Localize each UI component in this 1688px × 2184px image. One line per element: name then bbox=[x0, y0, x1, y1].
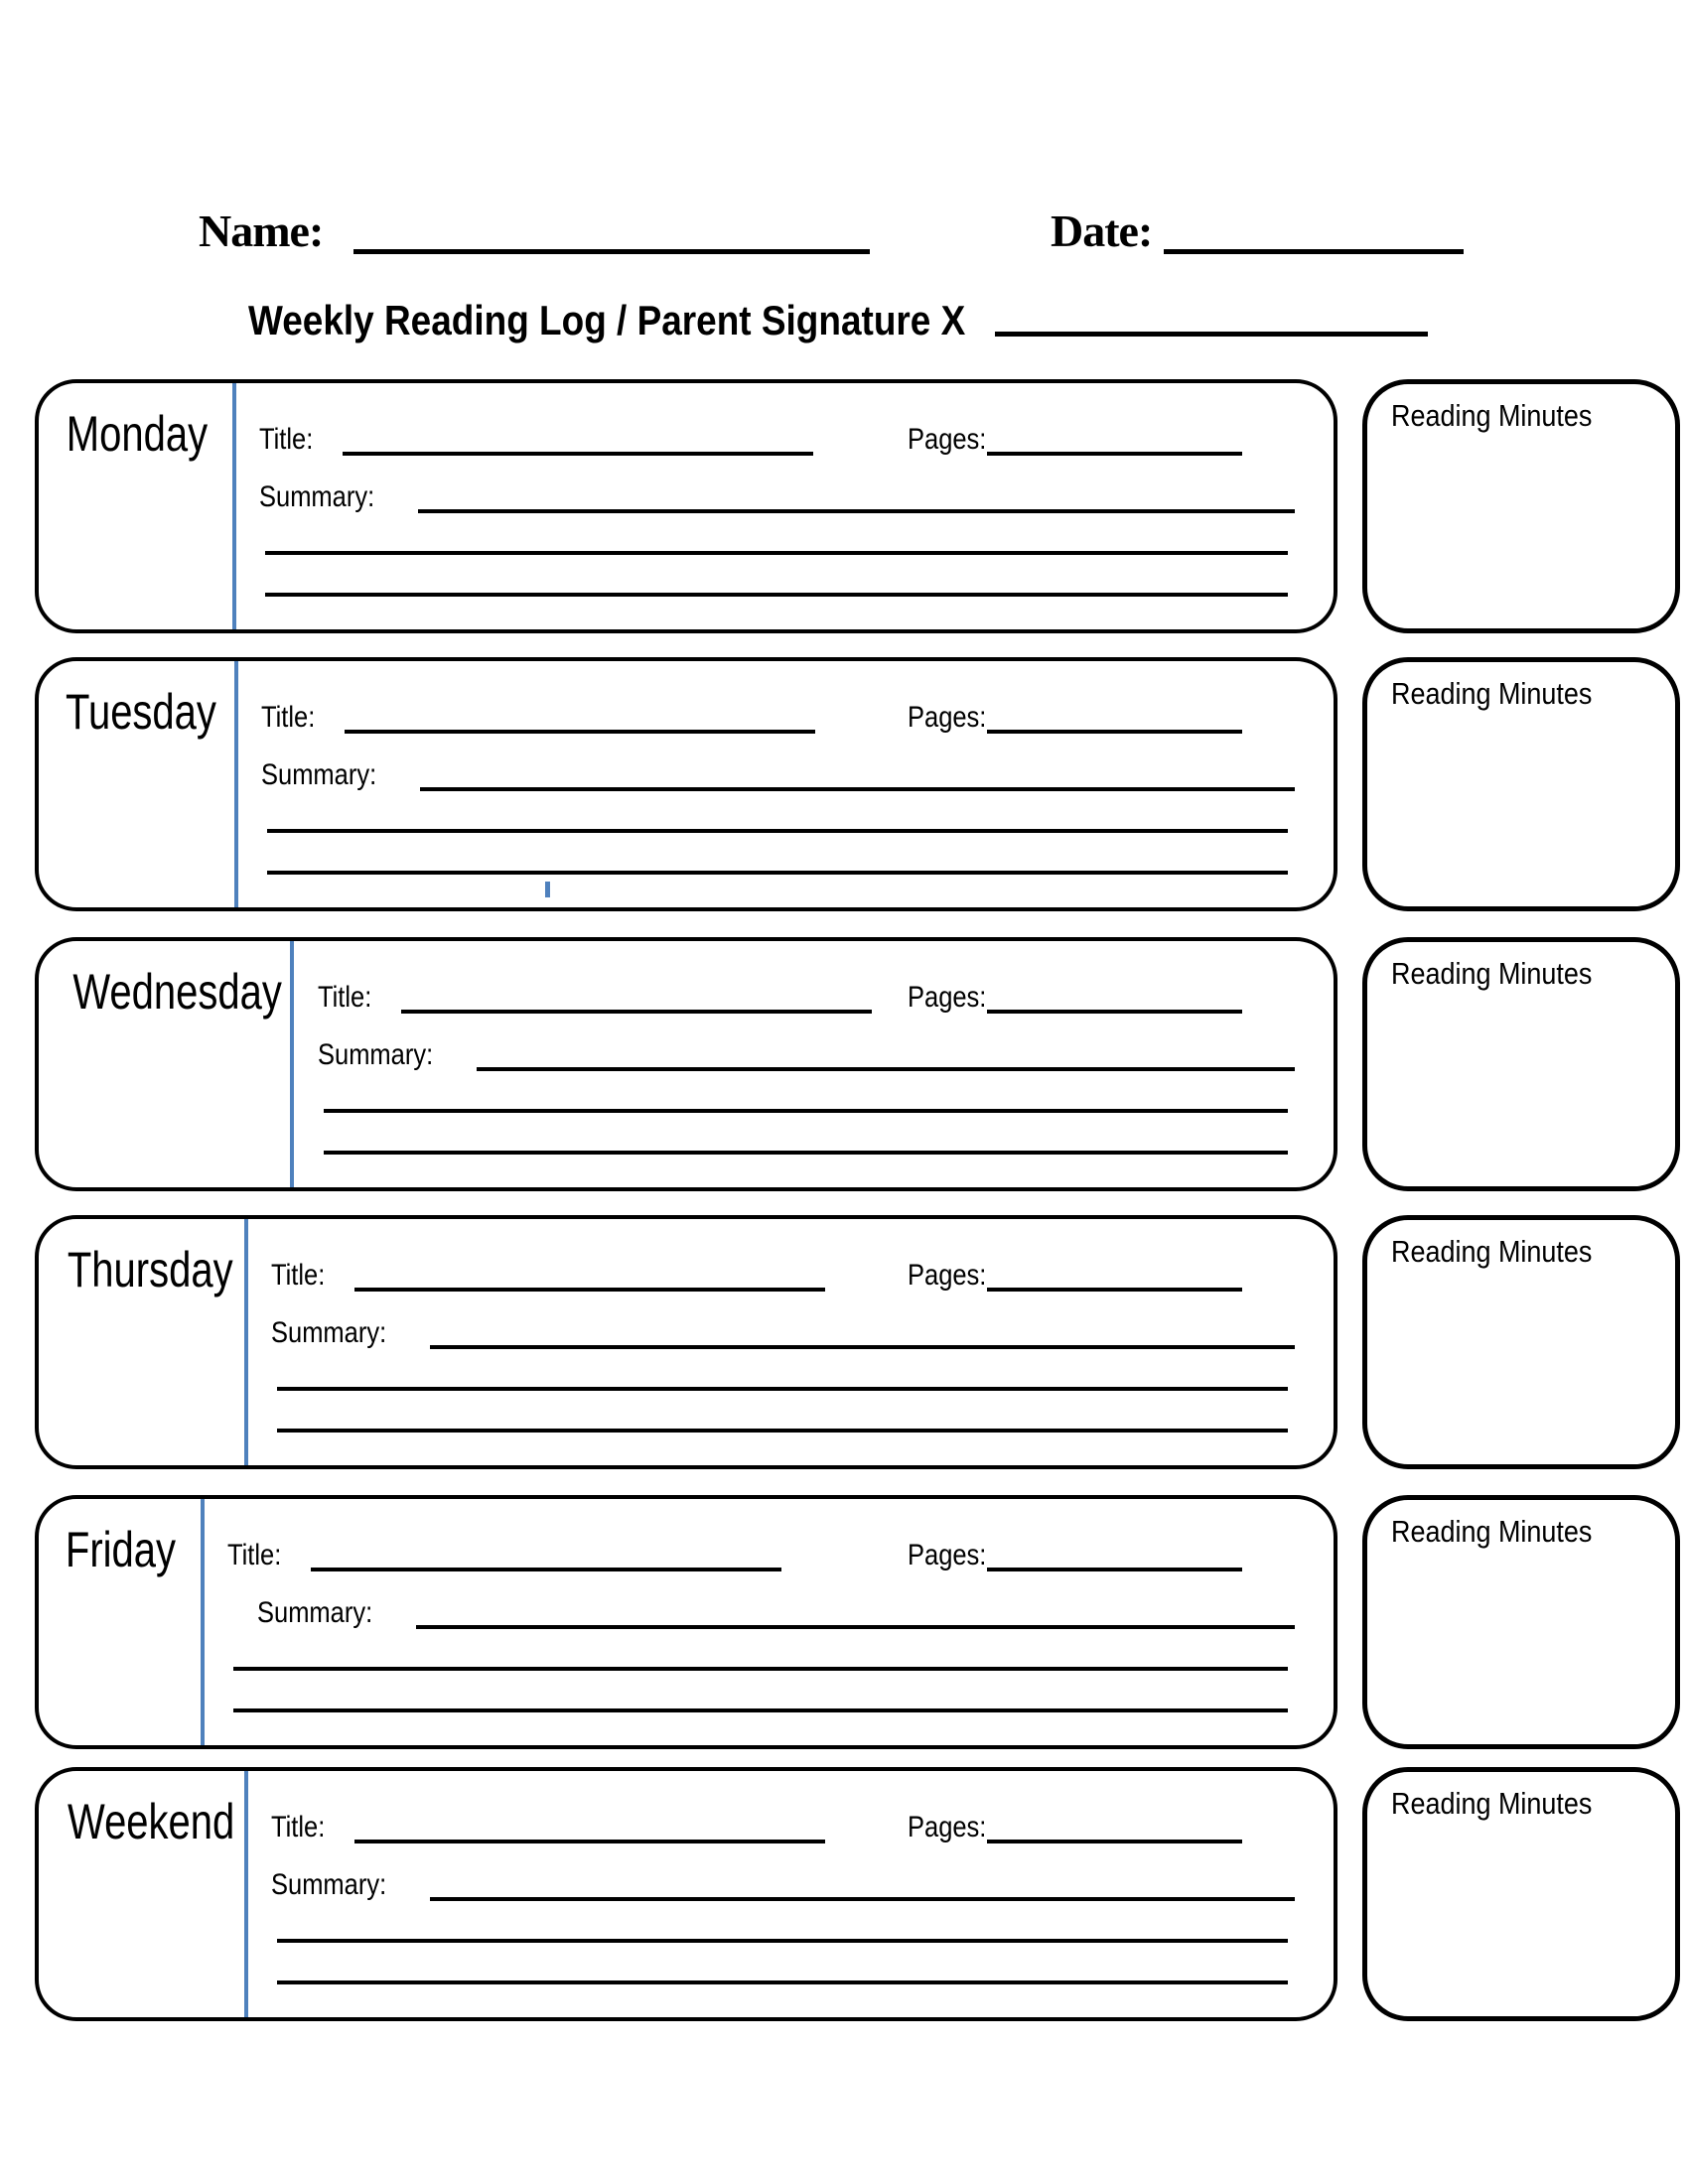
tuesday-summary-line[interactable] bbox=[420, 787, 1295, 791]
wednesday-summary-extra-line-1[interactable] bbox=[324, 1109, 1288, 1113]
weekend-title-label: Title: bbox=[271, 1811, 326, 1843]
weekend-reading-minutes-box[interactable] bbox=[1362, 1767, 1680, 2021]
thursday-entry-box bbox=[35, 1215, 1337, 1469]
wednesday-reading-minutes-label: Reading Minutes bbox=[1391, 956, 1593, 991]
wednesday-title-line[interactable] bbox=[401, 1010, 872, 1014]
thursday-summary-extra-line-1[interactable] bbox=[277, 1387, 1288, 1391]
weekend-pages-line[interactable] bbox=[987, 1840, 1242, 1843]
weekend-summary-extra-line-2[interactable] bbox=[277, 1980, 1288, 1984]
friday-reading-minutes-label: Reading Minutes bbox=[1391, 1514, 1593, 1549]
monday-pages-line[interactable] bbox=[987, 452, 1242, 456]
thursday-divider-line bbox=[244, 1219, 248, 1465]
date-fill-in-line[interactable] bbox=[1164, 249, 1464, 254]
thursday-day-label: Thursday bbox=[67, 1242, 233, 1297]
friday-divider-line bbox=[201, 1499, 205, 1745]
monday-title-line[interactable] bbox=[343, 452, 813, 456]
thursday-pages-line[interactable] bbox=[987, 1288, 1242, 1292]
day-row-weekend bbox=[0, 1767, 1688, 2021]
friday-pages-label: Pages: bbox=[908, 1539, 987, 1571]
monday-summary-line[interactable] bbox=[418, 509, 1295, 513]
form-title-text: Weekly Reading Log / Parent Signature X bbox=[248, 297, 966, 343]
weekend-day-label: Weekend bbox=[68, 1794, 235, 1849]
form-title bbox=[248, 297, 1063, 343]
wednesday-title-label: Title: bbox=[318, 981, 372, 1014]
name-fill-in-line[interactable] bbox=[353, 249, 870, 254]
weekend-reading-minutes-label: Reading Minutes bbox=[1391, 1786, 1593, 1821]
thursday-summary-label: Summary: bbox=[271, 1316, 387, 1349]
day-row-tuesday bbox=[0, 657, 1688, 911]
friday-summary-extra-line-2[interactable] bbox=[233, 1708, 1288, 1712]
wednesday-summary-label: Summary: bbox=[318, 1038, 434, 1071]
monday-summary-extra-line-1[interactable] bbox=[265, 551, 1288, 555]
friday-reading-minutes-box[interactable] bbox=[1362, 1495, 1680, 1749]
friday-pages-line[interactable] bbox=[987, 1568, 1242, 1571]
wednesday-reading-minutes-box[interactable] bbox=[1362, 937, 1680, 1191]
tuesday-summary-extra-line-1[interactable] bbox=[267, 829, 1288, 833]
tuesday-day-label: Tuesday bbox=[65, 684, 216, 740]
monday-reading-minutes-label: Reading Minutes bbox=[1391, 398, 1593, 433]
monday-pages-label: Pages: bbox=[908, 423, 987, 456]
day-row-friday bbox=[0, 1495, 1688, 1749]
tuesday-title-label: Title: bbox=[261, 701, 316, 734]
thursday-title-label: Title: bbox=[271, 1259, 326, 1292]
thursday-pages-label: Pages: bbox=[908, 1259, 987, 1292]
name-label: Name: bbox=[199, 205, 324, 256]
parent-signature-line[interactable] bbox=[995, 332, 1428, 337]
cursor-artifact bbox=[545, 882, 550, 897]
tuesday-summary-label: Summary: bbox=[261, 758, 377, 791]
wednesday-divider-line bbox=[290, 941, 294, 1187]
monday-summary-label: Summary: bbox=[259, 480, 375, 513]
wednesday-pages-label: Pages: bbox=[908, 981, 987, 1014]
wednesday-pages-line[interactable] bbox=[987, 1010, 1242, 1014]
friday-title-label: Title: bbox=[227, 1539, 282, 1571]
tuesday-summary-extra-line-2[interactable] bbox=[267, 871, 1288, 875]
weekend-pages-label: Pages: bbox=[908, 1811, 987, 1843]
thursday-summary-line[interactable] bbox=[430, 1345, 1295, 1349]
tuesday-divider-line bbox=[234, 661, 238, 907]
thursday-summary-extra-line-2[interactable] bbox=[277, 1429, 1288, 1433]
day-row-monday bbox=[0, 379, 1688, 633]
tuesday-pages-line[interactable] bbox=[987, 730, 1242, 734]
weekend-divider-line bbox=[244, 1771, 248, 2017]
tuesday-reading-minutes-label: Reading Minutes bbox=[1391, 676, 1593, 711]
day-row-wednesday bbox=[0, 937, 1688, 1191]
monday-title-label: Title: bbox=[259, 423, 314, 456]
friday-summary-label: Summary: bbox=[257, 1596, 373, 1629]
wednesday-day-label: Wednesday bbox=[72, 964, 282, 1020]
tuesday-pages-label: Pages: bbox=[908, 701, 987, 734]
weekend-summary-extra-line-1[interactable] bbox=[277, 1939, 1288, 1943]
friday-summary-extra-line-1[interactable] bbox=[233, 1667, 1288, 1671]
tuesday-title-line[interactable] bbox=[345, 730, 815, 734]
monday-day-label: Monday bbox=[66, 406, 208, 462]
thursday-title-line[interactable] bbox=[354, 1288, 825, 1292]
weekend-entry-box bbox=[35, 1767, 1337, 2021]
weekend-summary-line[interactable] bbox=[430, 1897, 1295, 1901]
weekend-title-line[interactable] bbox=[354, 1840, 825, 1843]
weekend-summary-label: Summary: bbox=[271, 1868, 387, 1901]
date-label: Date: bbox=[1051, 205, 1153, 256]
wednesday-summary-extra-line-2[interactable] bbox=[324, 1151, 1288, 1155]
friday-summary-line[interactable] bbox=[416, 1625, 1295, 1629]
tuesday-entry-box bbox=[35, 657, 1337, 911]
monday-divider-line bbox=[232, 383, 236, 629]
wednesday-entry-box bbox=[35, 937, 1337, 1191]
thursday-reading-minutes-label: Reading Minutes bbox=[1391, 1234, 1593, 1269]
monday-entry-box bbox=[35, 379, 1337, 633]
friday-title-line[interactable] bbox=[311, 1568, 781, 1571]
friday-day-label: Friday bbox=[65, 1522, 177, 1577]
thursday-reading-minutes-box[interactable] bbox=[1362, 1215, 1680, 1469]
monday-reading-minutes-box[interactable] bbox=[1362, 379, 1680, 633]
friday-entry-box bbox=[35, 1495, 1337, 1749]
day-row-thursday bbox=[0, 1215, 1688, 1469]
tuesday-reading-minutes-box[interactable] bbox=[1362, 657, 1680, 911]
monday-summary-extra-line-2[interactable] bbox=[265, 593, 1288, 597]
wednesday-summary-line[interactable] bbox=[477, 1067, 1295, 1071]
